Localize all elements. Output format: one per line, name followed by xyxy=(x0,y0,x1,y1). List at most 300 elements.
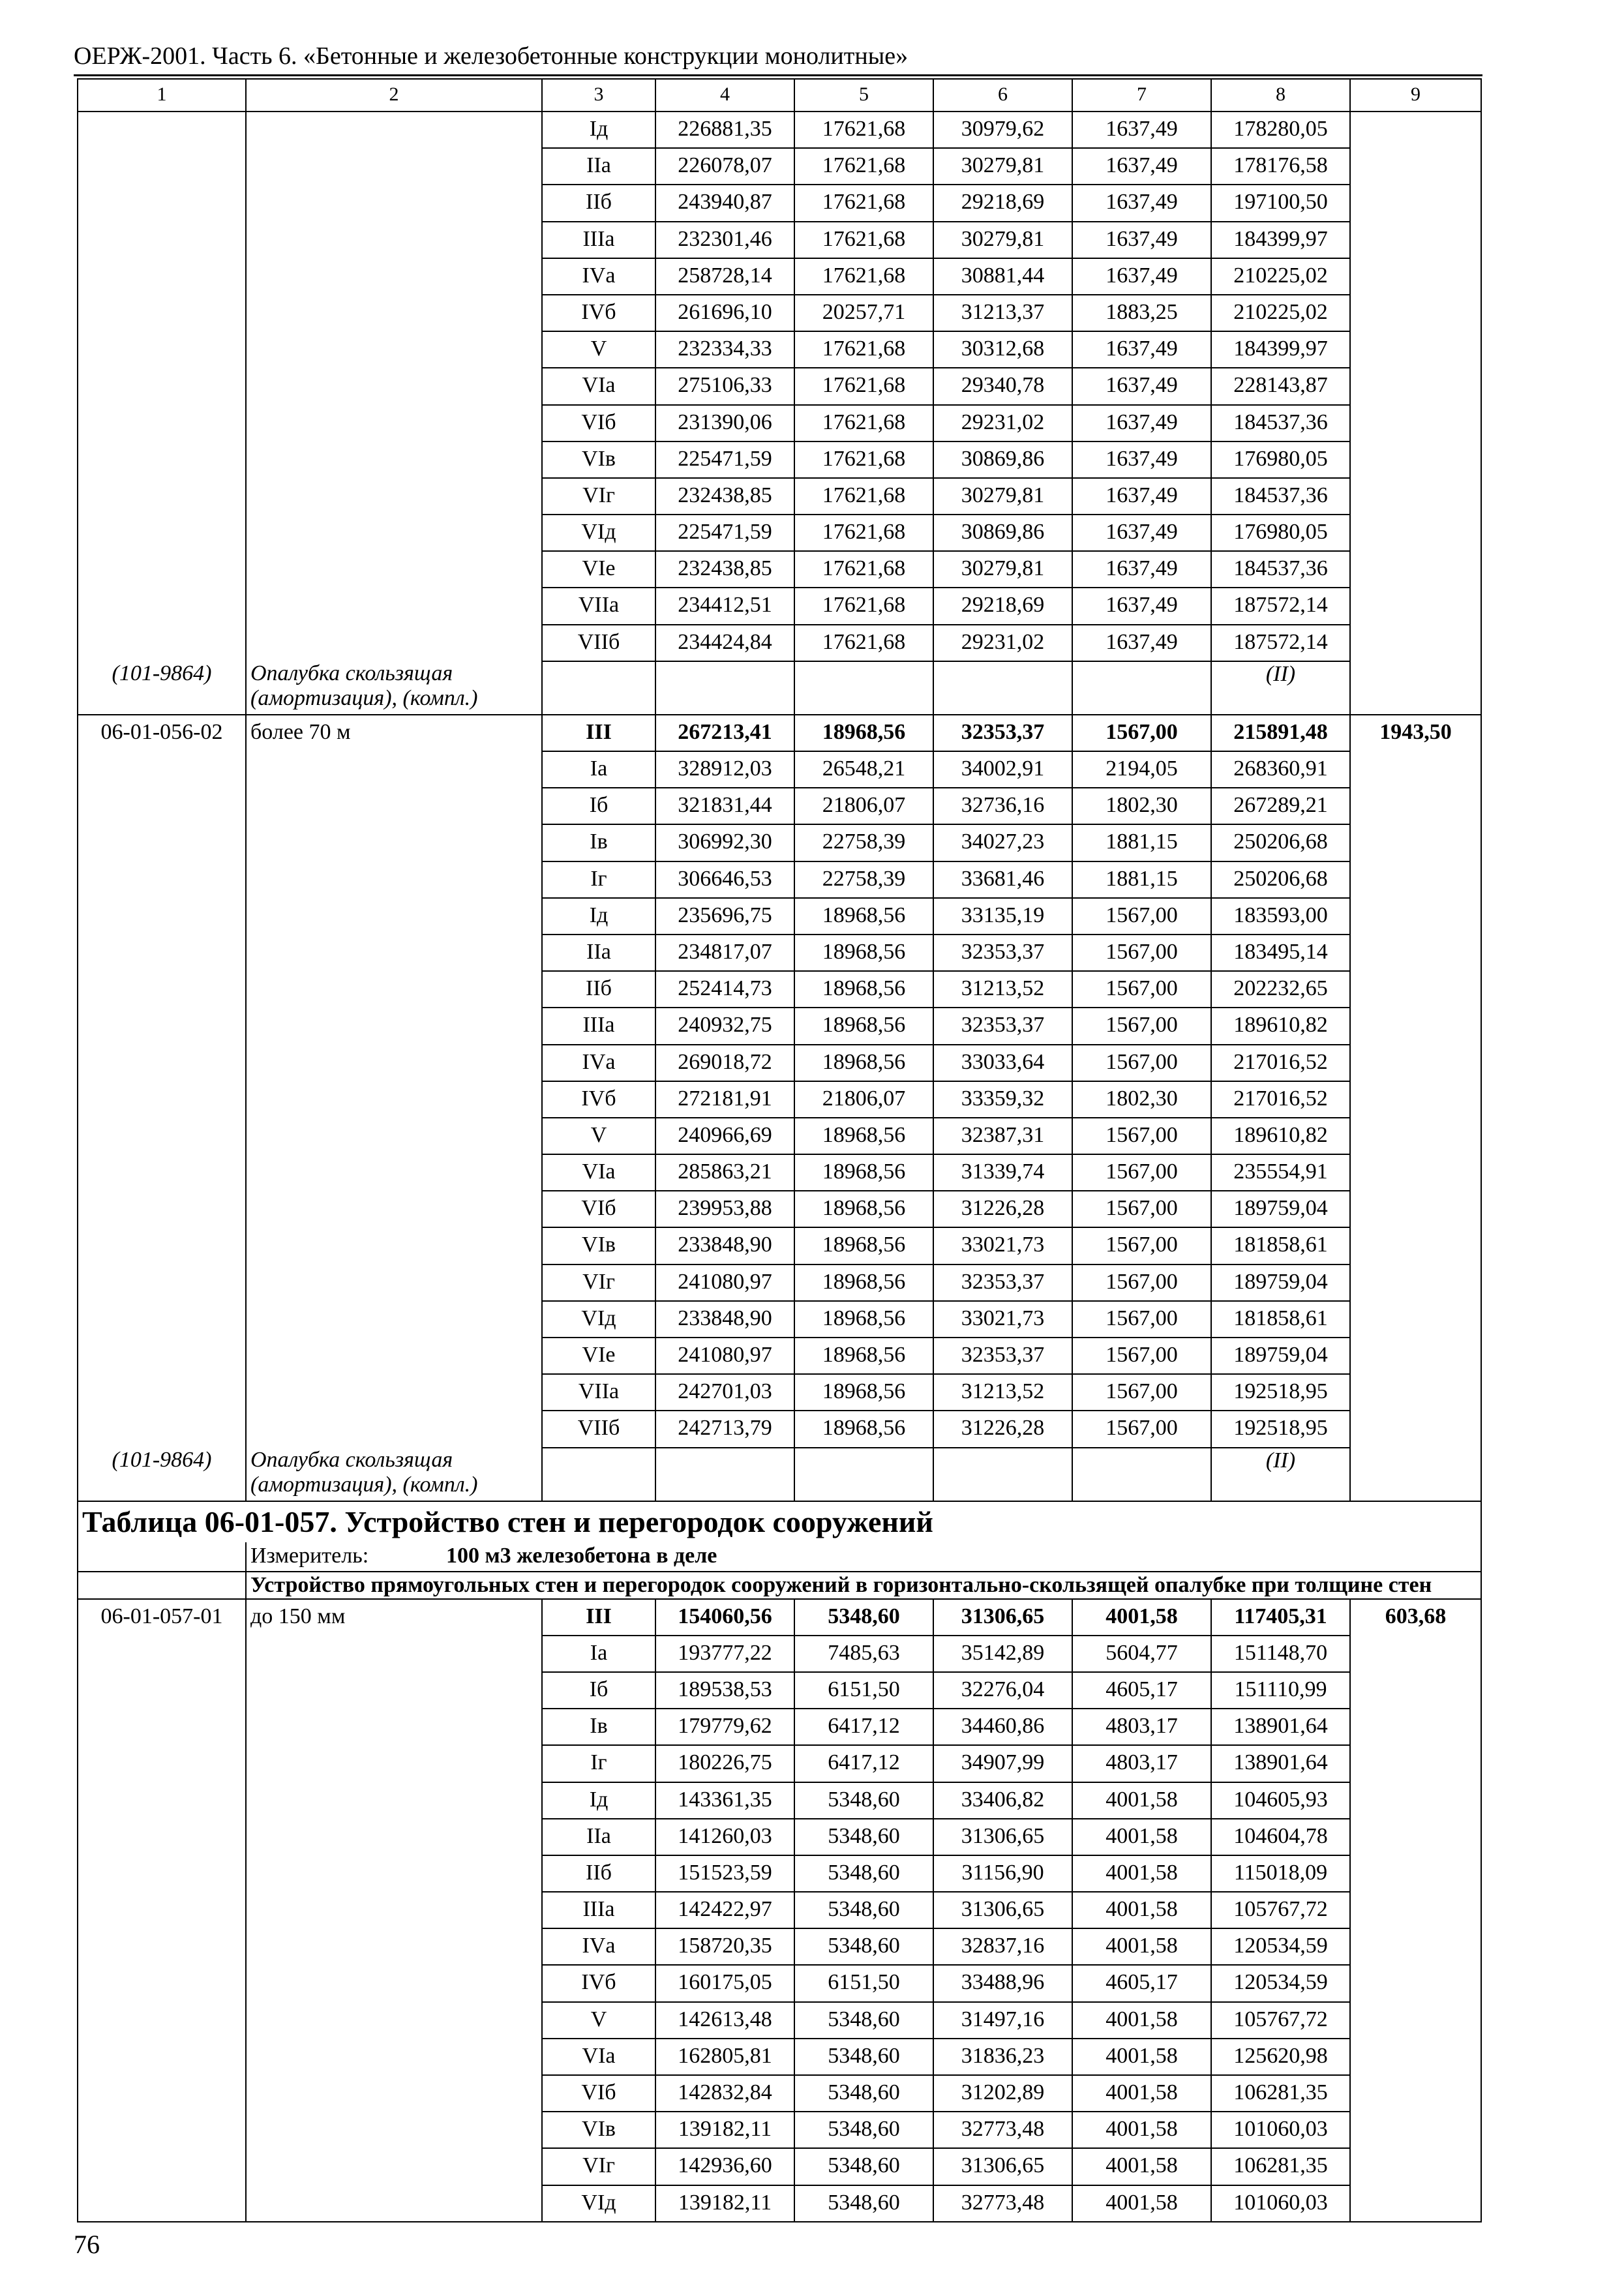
value-cell: 1567,00 xyxy=(1072,1045,1211,1081)
value-cell: 31306,65 xyxy=(933,1599,1072,1636)
table-row xyxy=(78,1782,1481,1819)
table-row xyxy=(78,1301,1481,1338)
value-cell: 18968,56 xyxy=(794,1191,933,1227)
row-description xyxy=(246,368,542,404)
row-code xyxy=(78,331,246,368)
table-row xyxy=(78,1374,1481,1411)
value-cell: 17621,68 xyxy=(794,515,933,551)
amortization-description: Опалубка скользящая (амортизация), (компл.) xyxy=(246,1448,542,1501)
zone-cell: IIIа xyxy=(542,1892,655,1928)
zone-cell: VIе xyxy=(542,551,655,588)
row-code xyxy=(78,1672,246,1709)
row-code xyxy=(78,1965,246,2001)
table-row xyxy=(78,1227,1481,1264)
row-code xyxy=(78,112,246,148)
labor-cell xyxy=(1350,2112,1481,2148)
measure-cell xyxy=(246,1542,1481,1572)
value-cell: 189759,04 xyxy=(1211,1338,1350,1374)
value-cell: 125620,98 xyxy=(1211,2039,1350,2075)
row-code xyxy=(78,1928,246,1965)
labor-cell xyxy=(1350,898,1481,935)
table-row xyxy=(78,1191,1481,1227)
empty-cell xyxy=(78,1572,246,1599)
labor-cell xyxy=(1350,1191,1481,1227)
labor-cell xyxy=(1350,441,1481,478)
value-cell: 232301,46 xyxy=(655,222,794,258)
row-description xyxy=(246,112,542,148)
value-cell: 1567,00 xyxy=(1072,1374,1211,1411)
row-code xyxy=(78,935,246,971)
labor-cell xyxy=(1350,935,1481,971)
value-cell: 228143,87 xyxy=(1211,368,1350,404)
table-row xyxy=(78,1264,1481,1301)
value-cell: 6417,12 xyxy=(794,1709,933,1745)
labor-cell xyxy=(1350,751,1481,788)
table-title-row xyxy=(78,1501,1481,1542)
row-code xyxy=(78,751,246,788)
value-cell: 1567,00 xyxy=(1072,1301,1211,1338)
value-cell: 4605,17 xyxy=(1072,1672,1211,1709)
zone-cell: IVа xyxy=(542,1928,655,1965)
table-row xyxy=(78,1008,1481,1044)
value-cell: 242713,79 xyxy=(655,1411,794,1447)
table-row xyxy=(78,441,1481,478)
value-cell: 233848,90 xyxy=(655,1301,794,1338)
row-description xyxy=(246,861,542,898)
value-cell: 26548,21 xyxy=(794,751,933,788)
row-code xyxy=(78,788,246,824)
row-description xyxy=(246,2185,542,2222)
value-cell: 1567,00 xyxy=(1072,935,1211,971)
value-cell: 138901,64 xyxy=(1211,1745,1350,1782)
labor-cell xyxy=(1350,551,1481,588)
table-row xyxy=(78,2039,1481,2075)
row-description xyxy=(246,751,542,788)
labor-cell xyxy=(1350,1338,1481,1374)
labor-cell xyxy=(1350,1855,1481,1892)
value-cell: 120534,59 xyxy=(1211,1965,1350,2001)
row-description xyxy=(246,1928,542,1965)
table-row xyxy=(78,2112,1481,2148)
value-cell: 30869,86 xyxy=(933,441,1072,478)
row-description xyxy=(246,1081,542,1118)
labor-cell xyxy=(1350,295,1481,331)
amortization-note: (II) xyxy=(1211,1448,1350,1501)
table-row xyxy=(78,515,1481,551)
value-cell: 22758,39 xyxy=(794,861,933,898)
empty-cell xyxy=(933,661,1072,715)
value-cell: 234412,51 xyxy=(655,588,794,624)
value-cell: 240932,75 xyxy=(655,1008,794,1044)
value-cell: 5348,60 xyxy=(794,2112,933,2148)
zone-cell: Iа xyxy=(542,751,655,788)
row-description xyxy=(246,788,542,824)
value-cell: 210225,02 xyxy=(1211,258,1350,295)
value-cell: 1567,00 xyxy=(1072,1154,1211,1191)
value-cell: 17621,68 xyxy=(794,478,933,515)
row-code xyxy=(78,1338,246,1374)
value-cell: 17621,68 xyxy=(794,551,933,588)
value-cell: 31306,65 xyxy=(933,2148,1072,2185)
value-cell: 151110,99 xyxy=(1211,1672,1350,1709)
value-cell: 181858,61 xyxy=(1211,1227,1350,1264)
empty-cell xyxy=(542,1448,655,1501)
labor-cell xyxy=(1350,258,1481,295)
row-code xyxy=(78,861,246,898)
value-cell: 30279,81 xyxy=(933,551,1072,588)
zone-cell: Iд xyxy=(542,112,655,148)
value-cell: 1567,00 xyxy=(1072,1227,1211,1264)
value-cell: 30279,81 xyxy=(933,478,1072,515)
row-description xyxy=(246,1154,542,1191)
value-cell: 306646,53 xyxy=(655,861,794,898)
zone-cell: IIб xyxy=(542,1855,655,1892)
page-header-title: ОЕРЖ-2001. Часть 6. «Бетонные и железобетонные конструкции монолитные» xyxy=(74,42,909,70)
value-cell: 1637,49 xyxy=(1072,258,1211,295)
table-row xyxy=(78,715,1481,751)
value-cell: 120534,59 xyxy=(1211,1928,1350,1965)
labor-cell xyxy=(1350,2185,1481,2222)
value-cell: 34002,91 xyxy=(933,751,1072,788)
zone-cell: VIе xyxy=(542,1338,655,1374)
labor-cell xyxy=(1350,1227,1481,1264)
column-number: 7 xyxy=(1072,79,1211,112)
table-row xyxy=(78,1154,1481,1191)
row-description xyxy=(246,1338,542,1374)
row-code xyxy=(78,1227,246,1264)
value-cell: 7485,63 xyxy=(794,1636,933,1672)
value-cell: 31306,65 xyxy=(933,1819,1072,1855)
zone-cell: V xyxy=(542,2002,655,2039)
value-cell: 1637,49 xyxy=(1072,368,1211,404)
labor-cell xyxy=(1350,971,1481,1008)
value-cell: 4001,58 xyxy=(1072,1819,1211,1855)
table-row xyxy=(78,185,1481,221)
value-cell: 4001,58 xyxy=(1072,2039,1211,2075)
zone-cell: VIг xyxy=(542,1264,655,1301)
table-row xyxy=(78,2185,1481,2222)
labor-cell xyxy=(1350,1154,1481,1191)
value-cell: 233848,90 xyxy=(655,1227,794,1264)
row-description xyxy=(246,258,542,295)
row-description xyxy=(246,588,542,624)
row-code xyxy=(78,1118,246,1154)
value-cell: 141260,03 xyxy=(655,1819,794,1855)
table-row xyxy=(78,2002,1481,2039)
zone-cell: IVа xyxy=(542,258,655,295)
value-cell: 117405,31 xyxy=(1211,1599,1350,1636)
value-cell: 29231,02 xyxy=(933,405,1072,441)
value-cell: 138901,64 xyxy=(1211,1709,1350,1745)
table-row xyxy=(78,898,1481,935)
value-cell: 32353,37 xyxy=(933,1008,1072,1044)
table-row xyxy=(78,861,1481,898)
value-cell: 142832,84 xyxy=(655,2075,794,2112)
table-row xyxy=(78,1636,1481,1672)
zone-cell: VIд xyxy=(542,1301,655,1338)
value-cell: 106281,35 xyxy=(1211,2148,1350,2185)
labor-cell xyxy=(1350,1745,1481,1782)
value-cell: 4001,58 xyxy=(1072,2185,1211,2222)
value-cell: 179779,62 xyxy=(655,1709,794,1745)
row-description: до 150 мм xyxy=(246,1599,542,1636)
row-code xyxy=(78,2148,246,2185)
row-description xyxy=(246,1965,542,2001)
value-cell: 1637,49 xyxy=(1072,331,1211,368)
table-row xyxy=(78,295,1481,331)
value-cell: 232334,33 xyxy=(655,331,794,368)
value-cell: 17621,68 xyxy=(794,441,933,478)
value-cell: 189610,82 xyxy=(1211,1118,1350,1154)
value-cell: 1881,15 xyxy=(1072,824,1211,861)
row-description xyxy=(246,1374,542,1411)
value-cell: 1637,49 xyxy=(1072,441,1211,478)
value-cell: 176980,05 xyxy=(1211,441,1350,478)
value-cell: 5348,60 xyxy=(794,2002,933,2039)
value-cell: 30979,62 xyxy=(933,112,1072,148)
value-cell: 184399,97 xyxy=(1211,331,1350,368)
value-cell: 1637,49 xyxy=(1072,405,1211,441)
row-code xyxy=(78,2039,246,2075)
value-cell: 4001,58 xyxy=(1072,1928,1211,1965)
labor-cell xyxy=(1350,515,1481,551)
table-row xyxy=(78,222,1481,258)
row-code xyxy=(78,1819,246,1855)
labor-cell xyxy=(1350,1081,1481,1118)
table-row xyxy=(78,751,1481,788)
row-description xyxy=(246,1636,542,1672)
row-description xyxy=(246,898,542,935)
price-table xyxy=(77,78,1482,2222)
row-description xyxy=(246,1745,542,1782)
row-code xyxy=(78,1191,246,1227)
row-description xyxy=(246,222,542,258)
value-cell: 1567,00 xyxy=(1072,898,1211,935)
value-cell: 18968,56 xyxy=(794,1154,933,1191)
row-description xyxy=(246,1709,542,1745)
value-cell: 176980,05 xyxy=(1211,515,1350,551)
labor-cell xyxy=(1350,1782,1481,1819)
value-cell: 192518,95 xyxy=(1211,1374,1350,1411)
row-description xyxy=(246,824,542,861)
row-code xyxy=(78,824,246,861)
row-code xyxy=(78,1892,246,1928)
row-code xyxy=(78,625,246,661)
labor-cell xyxy=(1350,1264,1481,1301)
zone-cell: IIб xyxy=(542,185,655,221)
value-cell: 5604,77 xyxy=(1072,1636,1211,1672)
row-description xyxy=(246,405,542,441)
zone-cell: IVб xyxy=(542,1081,655,1118)
zone-cell: III xyxy=(542,1599,655,1636)
row-description xyxy=(246,1819,542,1855)
value-cell: 5348,60 xyxy=(794,2185,933,2222)
row-code xyxy=(78,368,246,404)
value-cell: 17621,68 xyxy=(794,405,933,441)
value-cell: 5348,60 xyxy=(794,1819,933,1855)
table-row xyxy=(78,1745,1481,1782)
row-code xyxy=(78,971,246,1008)
table-row xyxy=(78,551,1481,588)
zone-cell: IIа xyxy=(542,1819,655,1855)
zone-cell: Iб xyxy=(542,1672,655,1709)
row-code xyxy=(78,441,246,478)
value-cell: 105767,72 xyxy=(1211,2002,1350,2039)
value-cell: 17621,68 xyxy=(794,368,933,404)
table-row xyxy=(78,258,1481,295)
row-description xyxy=(246,2148,542,2185)
table-row xyxy=(78,1081,1481,1118)
value-cell: 235554,91 xyxy=(1211,1154,1350,1191)
row-code xyxy=(78,2002,246,2039)
value-cell: 18968,56 xyxy=(794,1045,933,1081)
value-cell: 4803,17 xyxy=(1072,1745,1211,1782)
value-cell: 226078,07 xyxy=(655,148,794,185)
table-title: Таблица 06-01-057. Устройство стен и перегородок сооружений xyxy=(78,1501,1481,1542)
value-cell: 1802,30 xyxy=(1072,788,1211,824)
labor-cell xyxy=(1350,1045,1481,1081)
row-code: 06-01-056-02 xyxy=(78,715,246,751)
value-cell: 5348,60 xyxy=(794,1892,933,1928)
row-code xyxy=(78,898,246,935)
labor-cell xyxy=(1350,185,1481,221)
value-cell: 241080,97 xyxy=(655,1264,794,1301)
value-cell: 285863,21 xyxy=(655,1154,794,1191)
row-code xyxy=(78,515,246,551)
row-code xyxy=(78,1301,246,1338)
empty-cell xyxy=(1350,661,1481,715)
value-cell: 32353,37 xyxy=(933,1338,1072,1374)
row-code xyxy=(78,2185,246,2222)
table-row xyxy=(78,148,1481,185)
value-cell: 306992,30 xyxy=(655,824,794,861)
row-description xyxy=(246,2075,542,2112)
amortization-row xyxy=(78,661,1481,715)
empty-cell xyxy=(794,661,933,715)
zone-cell: Iд xyxy=(542,898,655,935)
value-cell: 32353,37 xyxy=(933,935,1072,971)
labor-cell xyxy=(1350,478,1481,515)
value-cell: 192518,95 xyxy=(1211,1411,1350,1447)
labor-cell xyxy=(1350,1928,1481,1965)
value-cell: 215891,48 xyxy=(1211,715,1350,751)
value-cell: 18968,56 xyxy=(794,935,933,971)
value-cell: 32353,37 xyxy=(933,1264,1072,1301)
value-cell: 181858,61 xyxy=(1211,1301,1350,1338)
zone-cell: Iб xyxy=(542,788,655,824)
value-cell: 160175,05 xyxy=(655,1965,794,2001)
value-cell: 18968,56 xyxy=(794,898,933,935)
labor-cell xyxy=(1350,1892,1481,1928)
value-cell: 5348,60 xyxy=(794,2075,933,2112)
table-row xyxy=(78,588,1481,624)
row-description xyxy=(246,148,542,185)
row-description xyxy=(246,331,542,368)
value-cell: 234424,84 xyxy=(655,625,794,661)
row-description xyxy=(246,478,542,515)
row-code xyxy=(78,1081,246,1118)
zone-cell: V xyxy=(542,331,655,368)
table-row xyxy=(78,1709,1481,1745)
value-cell: 202232,65 xyxy=(1211,971,1350,1008)
value-cell: 18968,56 xyxy=(794,1338,933,1374)
page-number: 76 xyxy=(74,2230,100,2259)
value-cell: 106281,35 xyxy=(1211,2075,1350,2112)
value-cell: 272181,91 xyxy=(655,1081,794,1118)
value-cell: 30279,81 xyxy=(933,148,1072,185)
table-row xyxy=(78,1599,1481,1636)
value-cell: 232438,85 xyxy=(655,478,794,515)
value-cell: 243940,87 xyxy=(655,185,794,221)
row-code xyxy=(78,295,246,331)
value-cell: 30869,86 xyxy=(933,515,1072,551)
zone-cell: VIа xyxy=(542,2039,655,2075)
row-description xyxy=(246,971,542,1008)
value-cell: 225471,59 xyxy=(655,441,794,478)
column-number-row xyxy=(78,79,1481,112)
zone-cell: IIа xyxy=(542,148,655,185)
value-cell: 6151,50 xyxy=(794,1672,933,1709)
value-cell: 183593,00 xyxy=(1211,898,1350,935)
zone-cell: VIIб xyxy=(542,625,655,661)
value-cell: 34907,99 xyxy=(933,1745,1072,1782)
value-cell: 187572,14 xyxy=(1211,625,1350,661)
header-rule xyxy=(74,74,1482,76)
table-row xyxy=(78,112,1481,148)
value-cell: 1883,25 xyxy=(1072,295,1211,331)
row-code xyxy=(78,478,246,515)
value-cell: 178280,05 xyxy=(1211,112,1350,148)
value-cell: 104605,93 xyxy=(1211,1782,1350,1819)
row-code xyxy=(78,148,246,185)
value-cell: 1567,00 xyxy=(1072,1191,1211,1227)
empty-cell xyxy=(933,1448,1072,1501)
row-code xyxy=(78,588,246,624)
value-cell: 31836,23 xyxy=(933,2039,1072,2075)
table-row xyxy=(78,625,1481,661)
zone-cell: Iв xyxy=(542,824,655,861)
value-cell: 32387,31 xyxy=(933,1118,1072,1154)
value-cell: 30881,44 xyxy=(933,258,1072,295)
value-cell: 17621,68 xyxy=(794,258,933,295)
column-number: 5 xyxy=(794,79,933,112)
value-cell: 29218,69 xyxy=(933,588,1072,624)
zone-cell: VIв xyxy=(542,2112,655,2148)
value-cell: 240966,69 xyxy=(655,1118,794,1154)
zone-cell: IVа xyxy=(542,1045,655,1081)
row-code xyxy=(78,1709,246,1745)
value-cell: 142613,48 xyxy=(655,2002,794,2039)
zone-cell: VIб xyxy=(542,1191,655,1227)
row-description xyxy=(246,1855,542,1892)
value-cell: 1637,49 xyxy=(1072,148,1211,185)
amortization-code: (101-9864) xyxy=(78,1448,246,1501)
value-cell: 29340,78 xyxy=(933,368,1072,404)
zone-cell: IIа xyxy=(542,935,655,971)
value-cell: 1567,00 xyxy=(1072,1338,1211,1374)
column-number: 9 xyxy=(1350,79,1481,112)
value-cell: 115018,09 xyxy=(1211,1855,1350,1892)
value-cell: 250206,68 xyxy=(1211,824,1350,861)
row-code xyxy=(78,1008,246,1044)
value-cell: 225471,59 xyxy=(655,515,794,551)
value-cell: 267213,41 xyxy=(655,715,794,751)
value-cell: 242701,03 xyxy=(655,1374,794,1411)
value-cell: 34460,86 xyxy=(933,1709,1072,1745)
value-cell: 261696,10 xyxy=(655,295,794,331)
labor-cell xyxy=(1350,405,1481,441)
row-description xyxy=(246,2002,542,2039)
